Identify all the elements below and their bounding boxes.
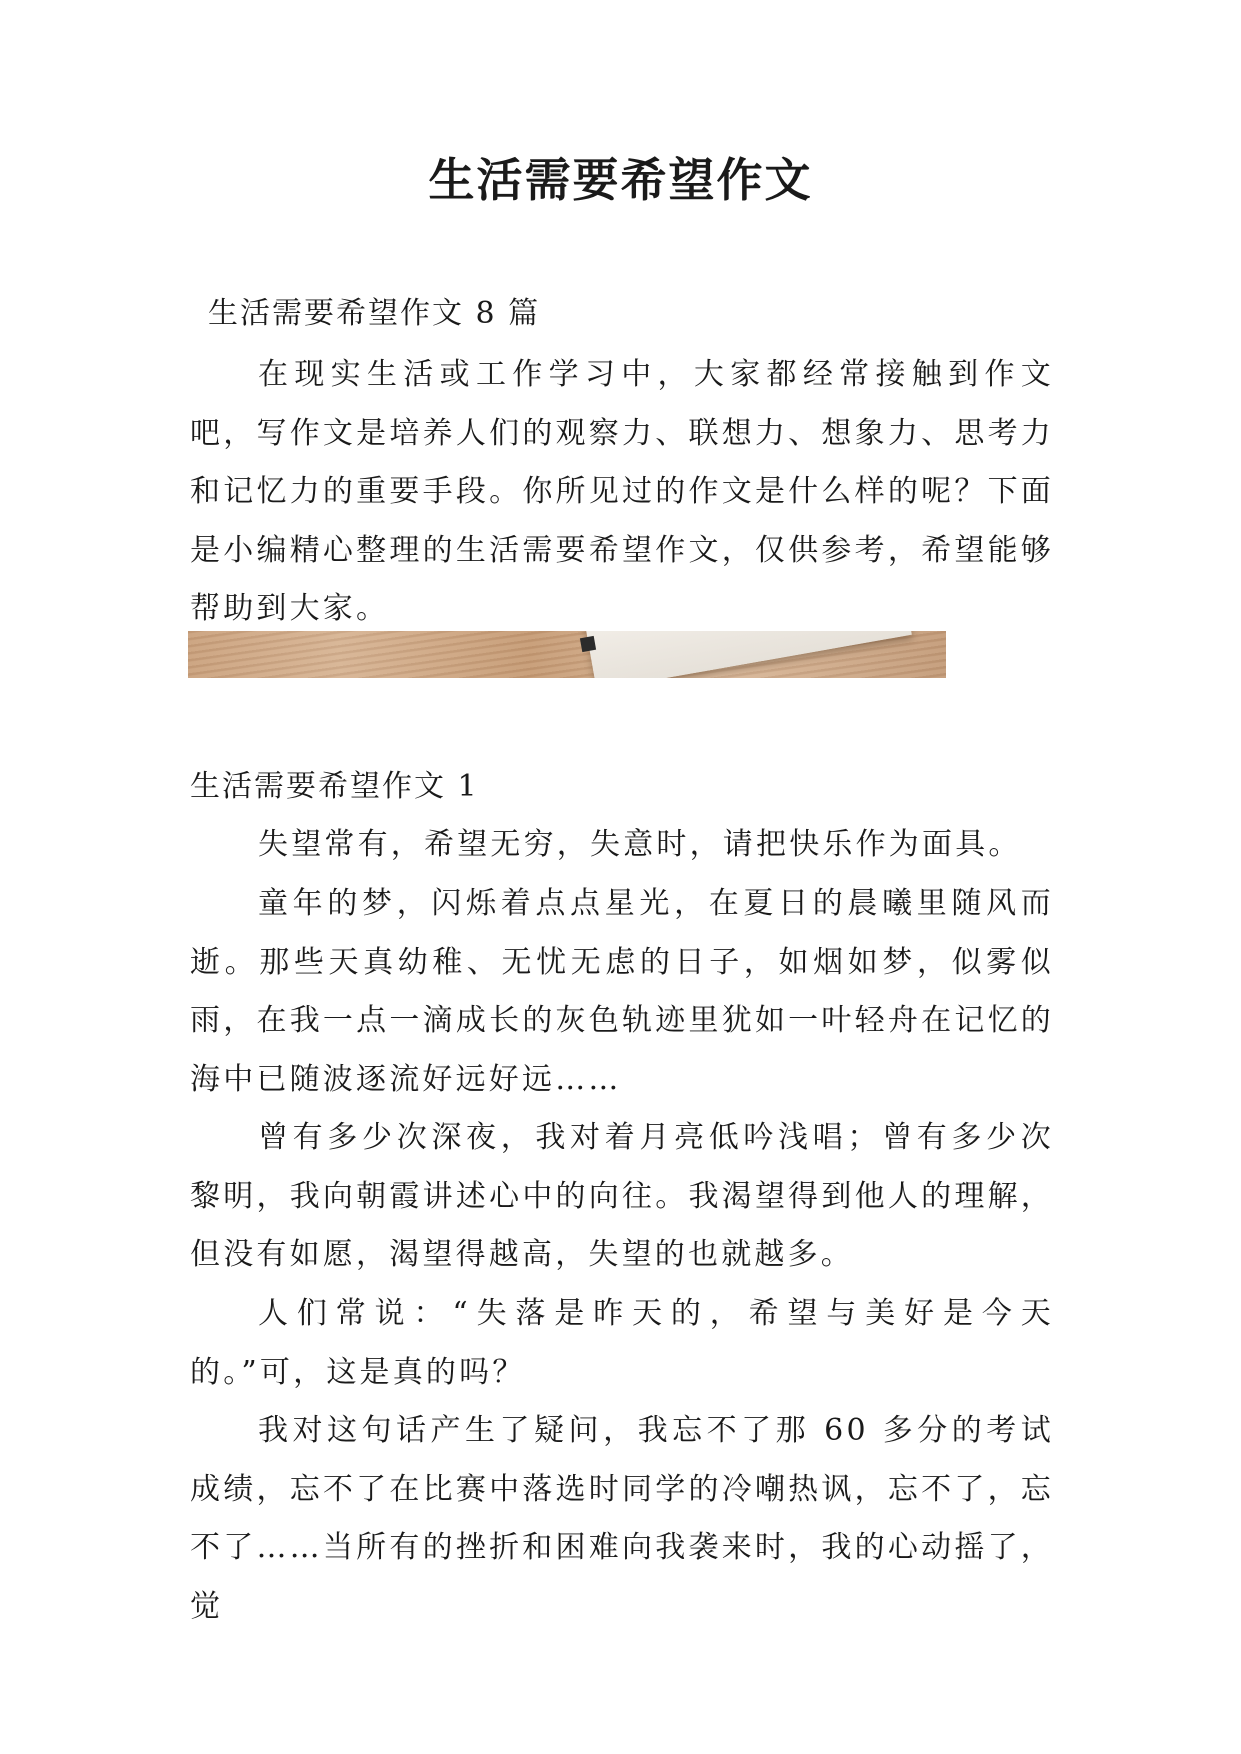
body-paragraph: 曾有多少次深夜，我对着月亮低吟浅唱；曾有多少次黎明，我向朝霞讲述心中的向往。我渴望得到他人的理解，但没有如愿，渴望得越高，失望的也就越多。	[190, 1120, 1054, 1272]
section-heading: 生活需要希望作文 1	[190, 769, 479, 804]
document-title: 生活需要希望作文	[428, 153, 813, 207]
body-paragraph: 人们常说：“失落是昨天的，希望与美好是今天的。”可，这是真的吗？	[190, 1296, 1054, 1390]
document-subtitle: 生活需要希望作文 8 篇	[208, 296, 541, 331]
book-binding-shape	[580, 636, 596, 652]
body-paragraph: 失望常有，希望无穷，失意时，请把快乐作为面具。	[258, 827, 1022, 862]
desk-book-photo	[188, 631, 946, 678]
intro-paragraph: 在现实生活或工作学习中，大家都经常接触到作文吧，写作文是培养人们的观察力、联想力、想象力、思考力和记忆力的重要手段。你所见过的作文是什么样的呢？下面是小编精心整理的生活需要希望作文，仅供参考，希望能够帮助到大家。	[190, 357, 1054, 626]
body-paragraph: 我对这句话产生了疑问，我忘不了那 60 多分的考试成绩，忘不了在比赛中落选时同学的冷嘲热讽，忘不了，忘不了……当所有的挫折和困难向我袭来时，我的心动摇了，觉	[190, 1413, 1054, 1624]
body-paragraph: 童年的梦，闪烁着点点星光，在夏日的晨曦里随风而逝。那些天真幼稚、无忧无虑的日子，如烟如梦，似雾似雨，在我一点一滴成长的灰色轨迹里犹如一叶轻舟在记忆的海中已随波逐流好远好远……	[190, 886, 1054, 1097]
